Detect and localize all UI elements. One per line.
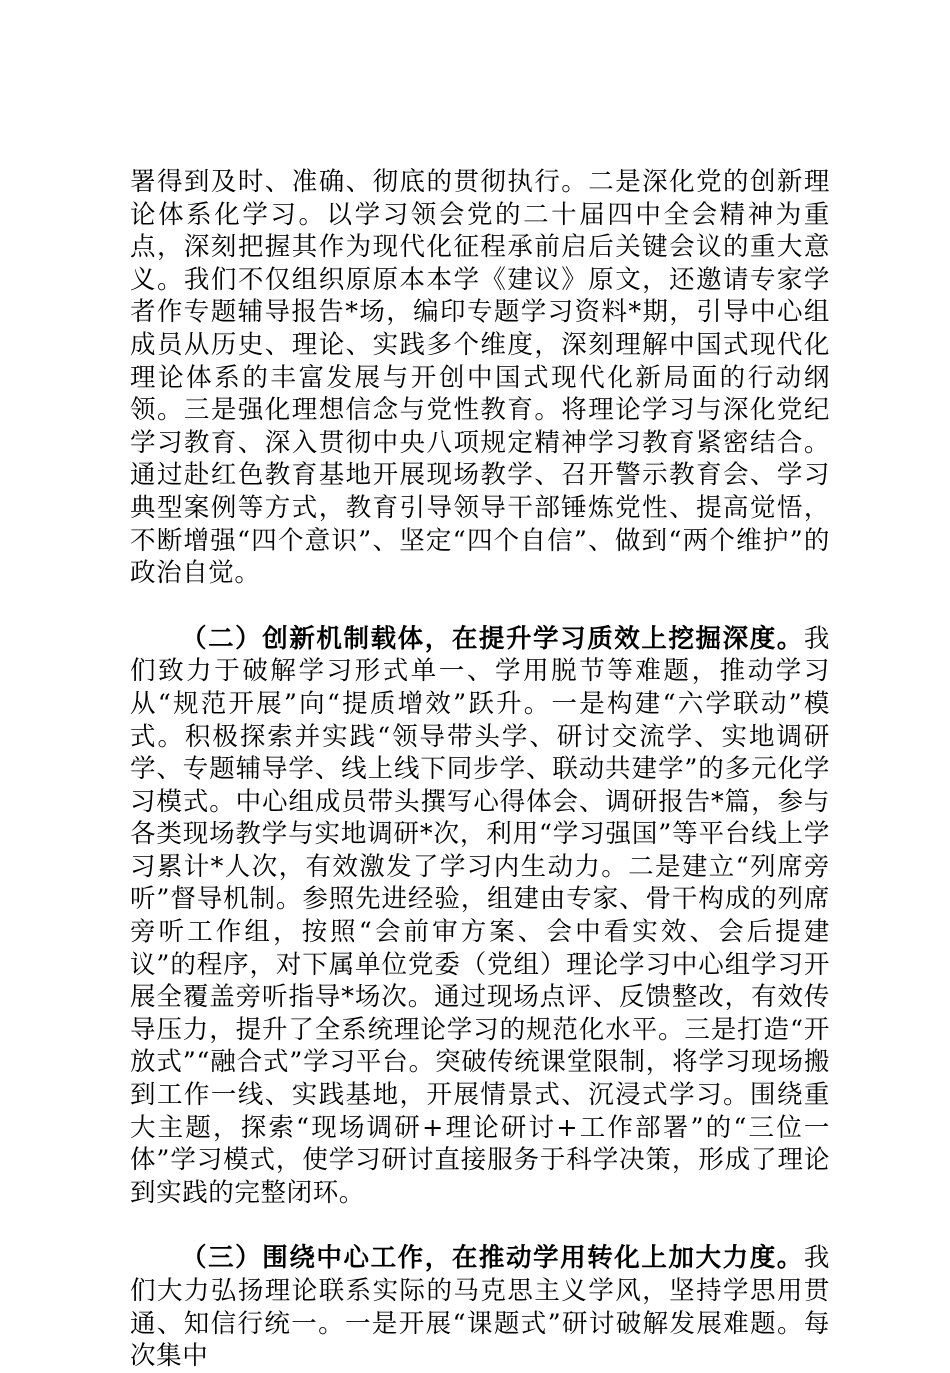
paragraph-body: 署得到及时、准确、彻底的贯彻执行。二是深化党的创新理论体系化学习。以学习领会党的二十届四中全会精神为重点，深刻把握其作为现代化征程承前启后关键会议的重大意义。我们不仅组织原原本本学《建议》原文，还邀请专家学者作专题辅导报告*场，编印专题学习资料*期，引导中心组成员从历史、理论、实践多个维度，深刻理解中国式现代化理论体系的丰富发展与开创中国式现代化新局面的行动纲领。三是强化理想信念与党性教育。将理论学习与深化党纪学习教育、深入贯彻中央八项规定精神学习教育紧密结合。通过赴红色教育基地开展现场教学、召开警示教育会、学习典型案例等方式，教育引导领导干部锤炼党性、提高觉悟，不断增强“四个意识”、坚定“四个自信”、做到“两个维护”的政治自觉。 xyxy=(130,167,830,589)
section-heading-2: （二）创新机制载体，在提升学习质效上挖掘深度。 xyxy=(181,623,804,654)
paragraph-body: 我们致力于破解学习形式单一、学用脱节等难题，推动学习从“规范开展”向“提质增效”跃升。一是构建“六学联动”模式。积极探索并实践“领导带头学、研讨交流学、实地调研学、专题辅导学、线上线下同步学、联动共建学”的多元化学习模式。中心组成员带头撰写心得体会、调研报告*篇，参与各类现场教学与实地调研*次，利用“学习强国”等平台线上学习累计*人次，有效激发了学习内生动力。二是建立“列席旁听”督导机制。参照先进经验，组建由专家、骨干构成的列席旁听工作组，按照“会前审方案、会中看实效、会后提建议”的程序，对下属单位党委（党组）理论学习中心组学习开展全覆盖旁听指导*场次。通过现场点评、反馈整改，有效传导压力，提升了全系统理论学习的规范化水平。三是打造“开放式”“融合式”学习平台。突破传统课堂限制，将学习现场搬到工作一线、实践基地，开展情景式、沉浸式学习。围绕重大主题，探索“现场调研+理论研讨+工作部署”的“三位一体”学习模式，使学习研讨直接服务于科学决策，形成了理论到实践的完整闭环。 xyxy=(130,623,830,1208)
paragraph-body: 我们大力弘扬理论联系实际的马克思主义学风，坚持学思用贯通、知信行统一。一是开展“课题式”研讨破解发展难题。每次集中 xyxy=(130,1243,830,1372)
paragraph-continuation xyxy=(130,166,830,590)
paragraph-section-2 xyxy=(130,623,830,1210)
paragraph-section-3 xyxy=(130,1242,830,1372)
section-heading-3: （三）围绕中心工作，在推动学用转化上加大力度。 xyxy=(181,1243,804,1274)
document-page xyxy=(130,166,830,1373)
